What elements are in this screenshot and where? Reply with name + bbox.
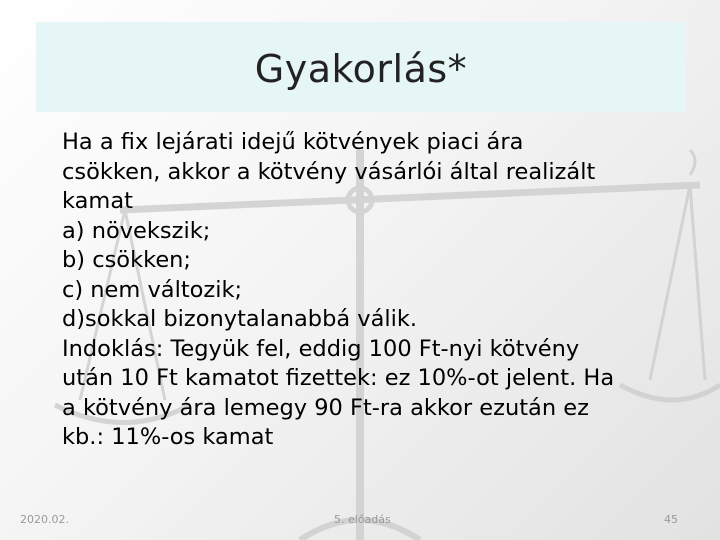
slide-body bbox=[62, 128, 702, 453]
slide-title: Gyakorlás* bbox=[254, 47, 468, 91]
explanation-line: a kötvény ára lemegy 90 Ft-ra akkor ezután ez bbox=[62, 394, 589, 421]
footer-date: 2020.02. bbox=[20, 513, 69, 526]
explanation-line: Indoklás: Tegyük fel, eddig 100 Ft-nyi kötvény bbox=[62, 335, 580, 362]
page-number: 45 bbox=[664, 513, 678, 526]
body-line: kamat bbox=[62, 188, 133, 214]
option-b: b) csökken; bbox=[62, 247, 192, 273]
body-line: Ha a fix lejárati idejű kötvények piaci ára bbox=[62, 129, 524, 155]
title-box bbox=[36, 22, 686, 112]
body-line: csökken, akkor a kötvény vásárlói által realizált bbox=[62, 158, 596, 185]
footer-lecture: 5. előadás bbox=[334, 513, 391, 526]
explanation-line: kb.: 11%-os kamat bbox=[62, 424, 274, 450]
explanation-line: után 10 Ft kamatot fizettek: ez 10%-ot jelent. Ha bbox=[62, 365, 615, 391]
option-c: c) nem változik; bbox=[62, 276, 243, 303]
option-d: d)sokkal bizonytalanabbá válik. bbox=[62, 306, 418, 332]
option-a: a) növekszik; bbox=[62, 217, 211, 244]
